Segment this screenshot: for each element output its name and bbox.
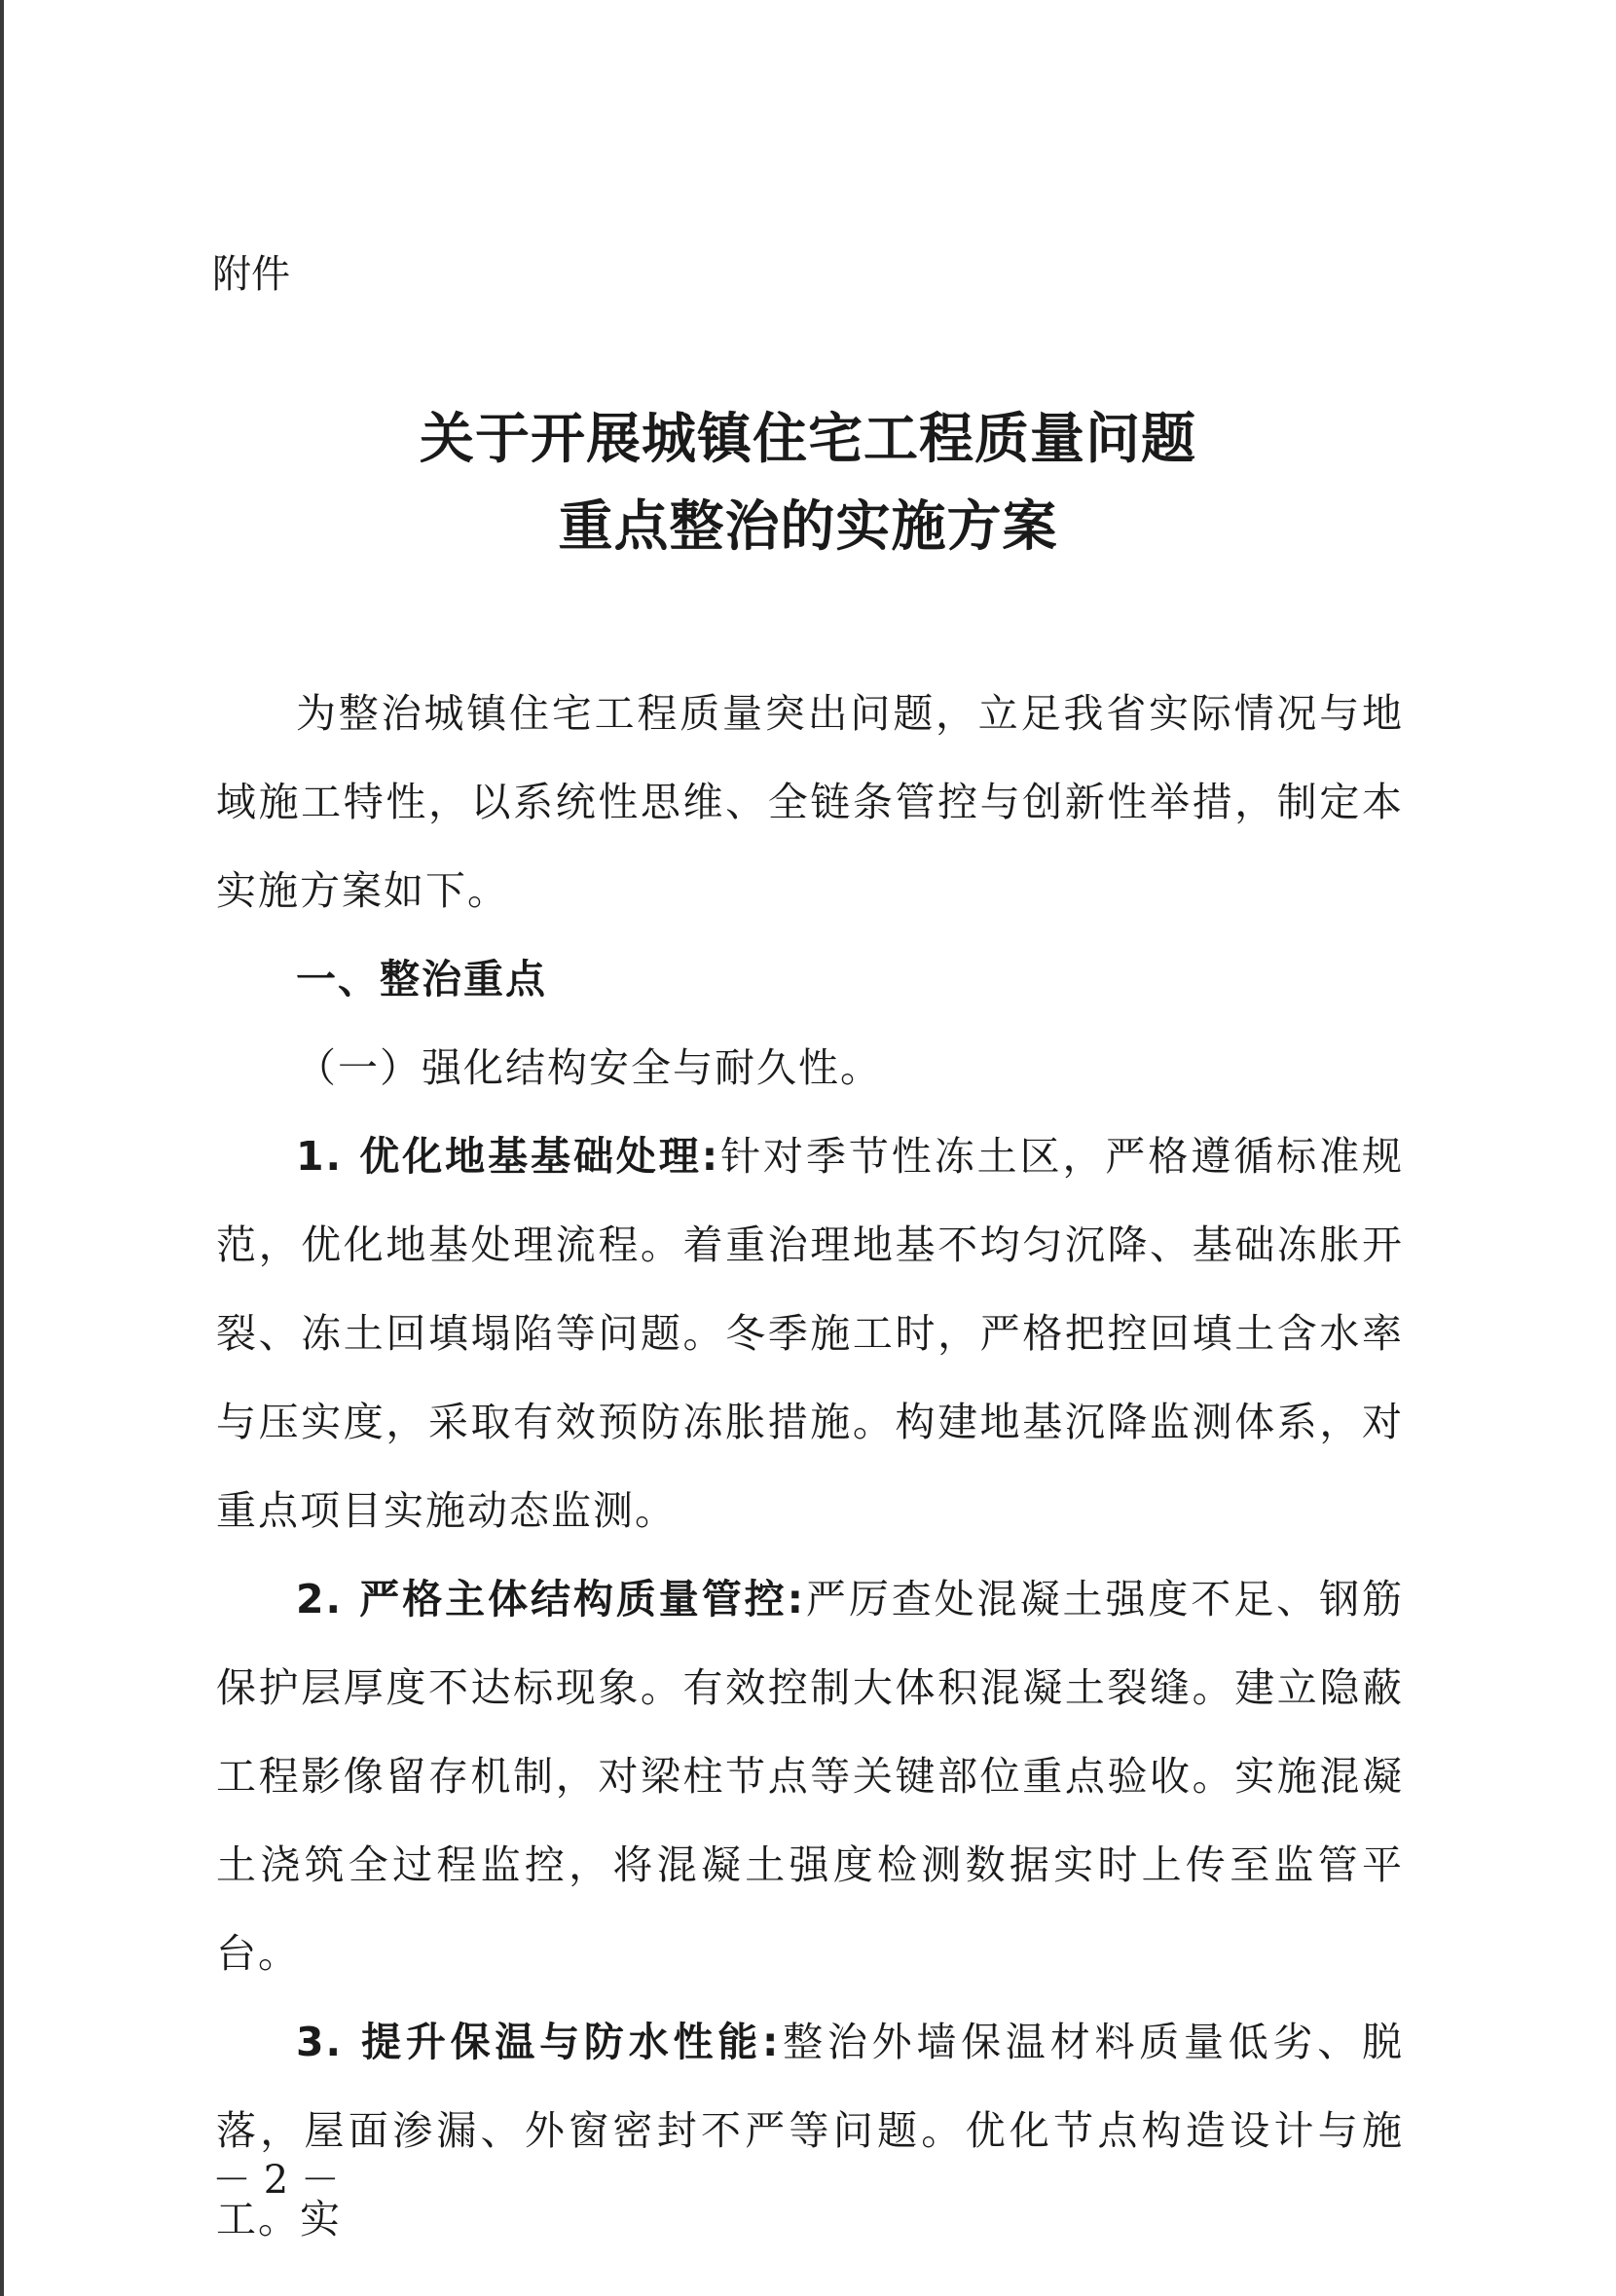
subsection-heading: （一）强化结构安全与耐久性。: [296, 1044, 882, 1091]
document-title-line-1: 关于开展城镇住宅工程质量问题: [420, 407, 1196, 471]
item-lead: 2. 严格主体结构质量管控:: [296, 1576, 805, 1622]
scan-border: [0, 0, 4, 2296]
page-number: － 2 －: [212, 2158, 340, 2203]
intro-paragraph: 为整治城镇住宅工程质量突出问题，立足我省实际情况与地域施工特性，以系统性思维、全链条管控与创新性举措，制定本实施方案如下。: [216, 690, 1404, 914]
item-lead: 3. 提升保温与防水性能:: [296, 2019, 781, 2065]
document-title-line-2: 重点整治的实施方案: [558, 494, 1058, 559]
item-paragraph: [216, 1112, 1404, 1555]
item-text: 针对季节性冻土区，严格遵循标准规范，优化地基处理流程。着重治理地基不均匀沉降、基础冻胀开裂、冻土回填塌陷等问题。冬季施工时，严格把控回填土含水率与压实度，采取有效预防冻胀措施。构建地基沉降监测体系，对重点项目实施动态监测。: [216, 1133, 1404, 1534]
item-paragraph: [216, 1998, 1404, 2264]
item-paragraph: [216, 1555, 1404, 1998]
document-body: [216, 670, 1404, 2264]
attachment-label: 附件: [212, 252, 290, 297]
item-text: 整治外墙保温材料质量低劣、脱落，屋面渗漏、外窗密封不严等问题。优化节点构造设计与施工。实: [216, 2019, 1405, 2242]
item-lead: 1. 优化地基基础处理:: [296, 1133, 720, 1180]
item-text: 严厉查处混凝土强度不足、钢筋保护层厚度不达标现象。有效控制大体积混凝土裂缝。建立隐蔽工程影像留存机制，对梁柱节点等关键部位重点验收。实施混凝土浇筑全过程监控，将混凝土强度检测数据实时上传至监管平台。: [216, 1576, 1405, 1977]
section-heading: 一、整治重点: [296, 956, 547, 1002]
